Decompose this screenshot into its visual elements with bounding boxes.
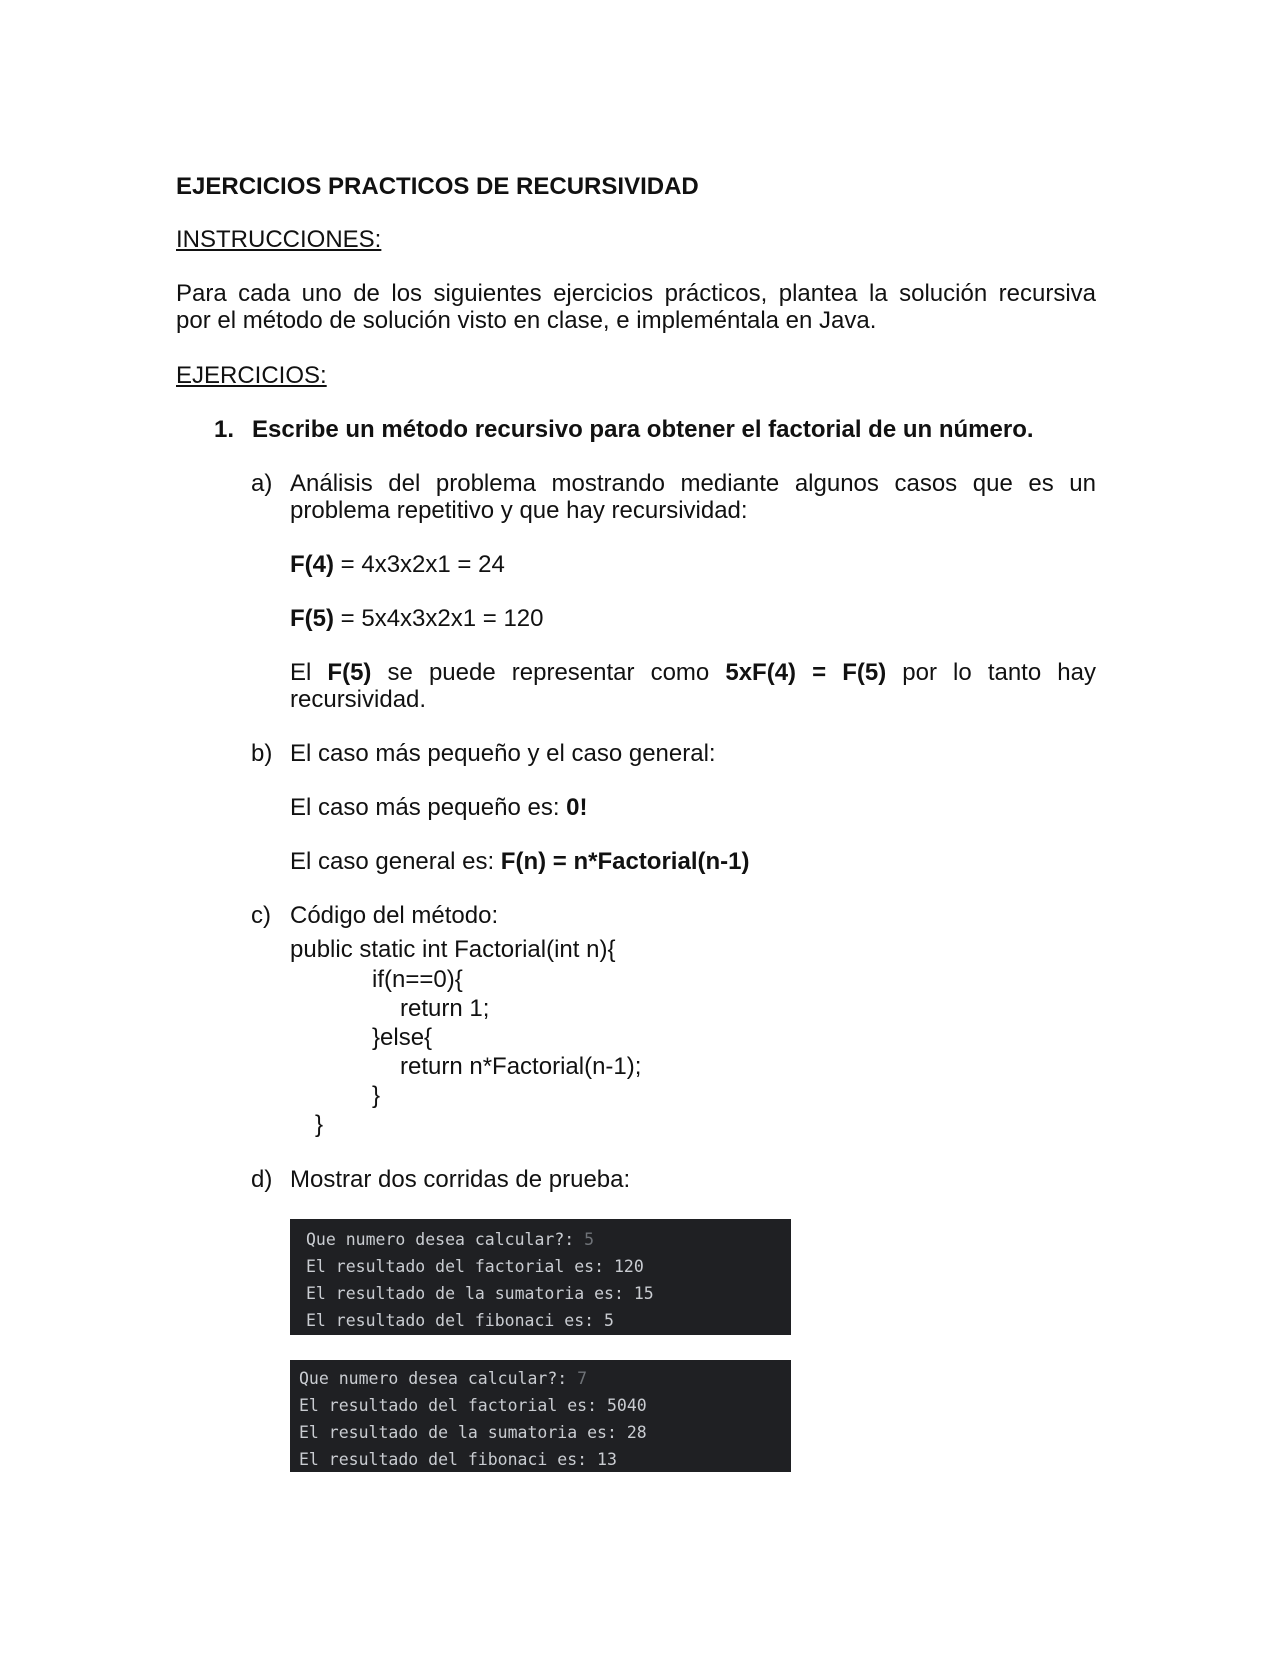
f4-value: = 4x3x2x1 = 24 [334,551,505,578]
word: = [812,659,827,686]
item-a-line-2: problema repetitivo y que hay recursividad: [290,497,748,524]
console-input-value: 7 [577,1369,588,1388]
console-output-line: El resultado del factorial es: 5040 [299,1396,647,1415]
console-output-line: El resultado del factorial es: 120 [306,1257,644,1276]
recursion-statement-line-2: recursividad. [290,686,427,713]
item-b-marker: b) [251,740,273,767]
f4-equation [290,551,505,579]
item-d-marker: d) [251,1166,273,1193]
f4-label: F(4) [290,551,334,578]
test-run-1-console [290,1219,791,1335]
item-a-line-1: Análisis del problema mostrando mediante algunos casos que es un [290,470,1096,497]
code-line: return n*Factorial(n-1); [400,1053,642,1080]
item-c-text: Código del método: [290,902,499,929]
general-case-value: F(n) = n*Factorial(n-1) [500,848,750,875]
word: como [650,659,710,686]
general-case [290,848,749,876]
code-line: }else{ [372,1024,433,1051]
instructions-heading: INSTRUCCIONES: [176,226,382,253]
code-line: public static int Factorial(int n){ [290,936,616,963]
console-output-line: El resultado del fibonaci es: 13 [299,1450,617,1469]
smallest-case-label: El caso más pequeño es: [290,794,567,821]
instructions-line-2: por el método de solución visto en clase, e impleméntala en Java. [176,307,877,334]
console-output-line: El resultado del fibonaci es: 5 [306,1311,614,1330]
word: lo [953,659,972,686]
word: 5xF(4) [725,659,797,686]
word: tanto [987,659,1042,686]
console-prompt: Que numero desea calcular?: [306,1230,585,1249]
word: representar [511,659,635,686]
word: F(5) [842,659,887,686]
item-a-marker: a) [251,470,273,497]
code-line: } [372,1082,381,1109]
test-run-2-console [290,1360,791,1472]
f5-label: F(5) [290,605,334,632]
word: El [290,659,312,686]
f5-equation [290,605,543,633]
word: se [387,659,413,686]
instructions-line-1: Para cada uno de los siguientes ejercicios prácticos, plantea la solución recursiva [176,280,1096,307]
exercises-heading: EJERCICIOS: [176,362,327,389]
word: por [902,659,937,686]
word: hay [1057,659,1096,686]
smallest-case-value: 0! [566,794,588,821]
word: F(5) [327,659,372,686]
exercise-1-number: 1. [214,416,235,443]
item-c-marker: c) [251,902,271,929]
item-b-text: El caso más pequeño y el caso general: [290,740,716,767]
recursion-statement-line-1 [290,659,1096,687]
console-prompt: Que numero desea calcular?: [299,1369,578,1388]
smallest-case [290,794,588,822]
console-output-line: El resultado de la sumatoria es: 15 [306,1284,654,1303]
code-line: return 1; [400,995,490,1022]
f5-value: = 5x4x3x2x1 = 120 [334,605,544,632]
code-line: if(n==0){ [372,966,463,993]
console-prompt-line [299,1365,791,1392]
code-line: } [315,1111,324,1138]
page-title: EJERCICIOS PRACTICOS DE RECURSIVIDAD [176,173,699,200]
console-input-value: 5 [584,1230,595,1249]
console-prompt-line [306,1226,791,1253]
general-case-label: El caso general es: [290,848,501,875]
word: puede [428,659,496,686]
item-d-text: Mostrar dos corridas de prueba: [290,1166,631,1193]
console-output-line: El resultado de la sumatoria es: 28 [299,1423,647,1442]
exercise-1-title: Escribe un método recursivo para obtener el factorial de un número. [252,416,1034,443]
